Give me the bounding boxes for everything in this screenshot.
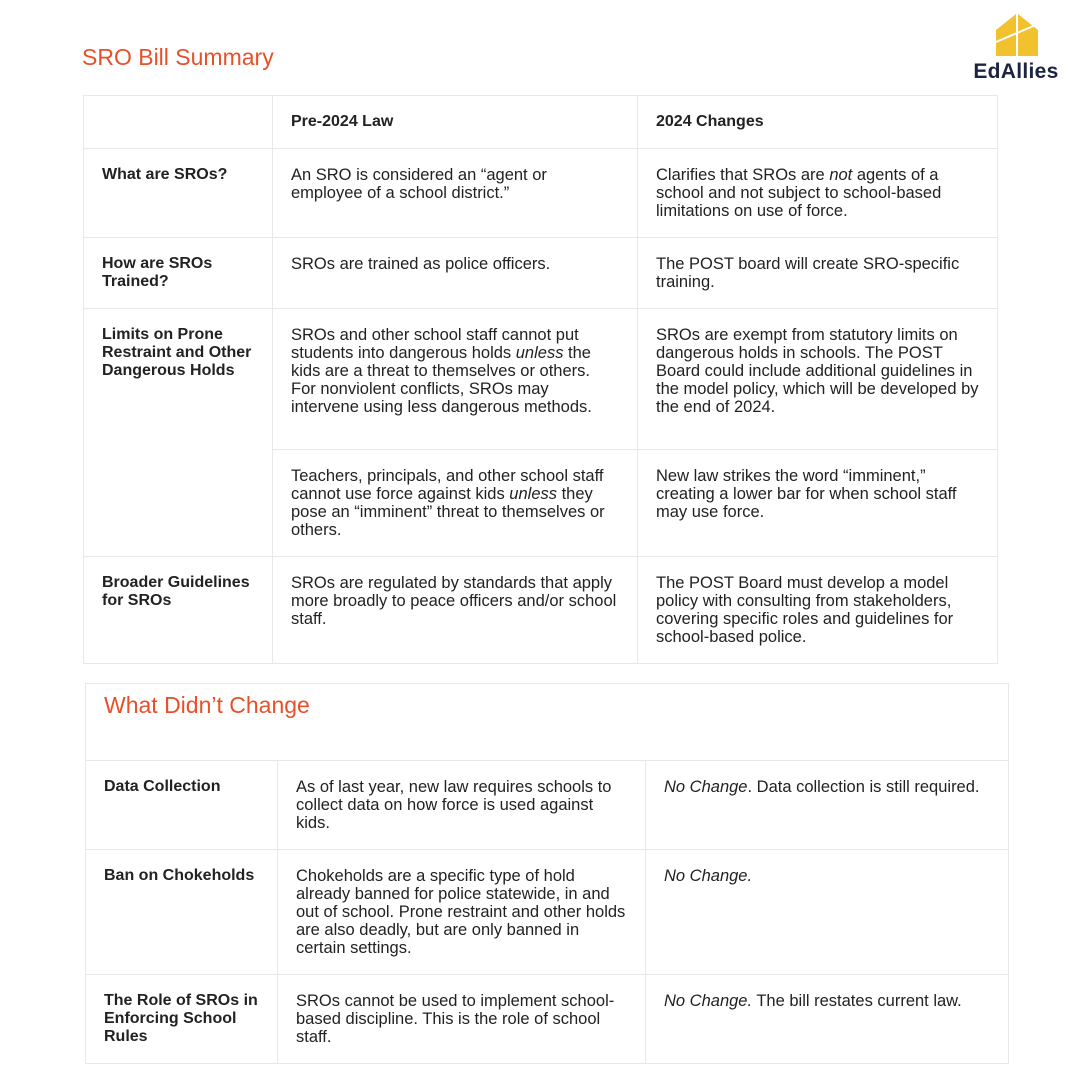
table-row bbox=[86, 761, 1009, 850]
pre-cell: Chokeholds are a specific type of hold already banned for police statewide, in and out of school. Prone restraint and other holds are also deadly, but are only banned in certain settings. bbox=[278, 850, 646, 975]
section-title-row bbox=[86, 684, 1009, 761]
table-row bbox=[86, 975, 1009, 1064]
pre-cell bbox=[273, 450, 638, 557]
emphasis: No Change. bbox=[664, 867, 753, 885]
row-label: The Role of SROs in Enforcing School Rules bbox=[86, 975, 278, 1064]
text: . Data collection is still required. bbox=[747, 778, 980, 796]
row-label: How are SROs Trained? bbox=[84, 238, 273, 309]
emphasis: unless bbox=[509, 485, 557, 503]
unchanged-table bbox=[85, 683, 1009, 1064]
pre-cell bbox=[273, 309, 638, 450]
change-cell bbox=[646, 761, 1009, 850]
table-header-row bbox=[84, 96, 998, 149]
change-cell: The POST Board must develop a model policy with consulting from stakeholders, covering specific roles and guidelines for school-based police. bbox=[638, 557, 998, 664]
change-cell: The POST board will create SRO-specific training. bbox=[638, 238, 998, 309]
sro-summary-table bbox=[83, 95, 998, 664]
change-cell bbox=[646, 850, 1009, 975]
pre-cell: SROs cannot be used to implement school-based discipline. This is the role of school staff. bbox=[278, 975, 646, 1064]
change-cell bbox=[638, 149, 998, 238]
header-pre-2024: Pre-2024 Law bbox=[273, 96, 638, 149]
row-label: Broader Guidelines for SROs bbox=[84, 557, 273, 664]
edallies-logo bbox=[966, 12, 1066, 92]
section-title: What Didn’t Change bbox=[86, 684, 1009, 761]
emphasis: unless bbox=[515, 344, 564, 362]
text: Teachers, principals, and other school staff cannot use force against kids bbox=[291, 467, 604, 503]
text: Clarifies that SROs are bbox=[656, 166, 830, 184]
change-cell: SROs are exempt from statutory limits on dangerous holds in schools. The POST Board could include additional guidelines in the model policy, which will be developed by the end of 2024. bbox=[638, 309, 998, 450]
emphasis: No Change. bbox=[664, 992, 753, 1010]
building-icon bbox=[966, 12, 1066, 60]
table-row bbox=[84, 149, 998, 238]
change-cell bbox=[646, 975, 1009, 1064]
row-label: Ban on Chokeholds bbox=[86, 850, 278, 975]
text: agents of a school and not subject to school-based limitations on use of force. bbox=[656, 166, 942, 220]
page-title: SRO Bill Summary bbox=[82, 44, 274, 70]
text: the kids are a threat to themselves or others. For nonviolent conflicts, SROs may intervene using less dangerous methods. bbox=[291, 344, 592, 416]
text: they pose an “imminent” threat to themselves or others. bbox=[291, 485, 605, 539]
table-row bbox=[86, 850, 1009, 975]
emphasis: not bbox=[829, 166, 853, 184]
table-row bbox=[84, 238, 998, 309]
pre-cell: An SRO is considered an “agent or employee of a school district.” bbox=[273, 149, 638, 238]
table-row bbox=[84, 557, 998, 664]
change-cell: New law strikes the word “imminent,” creating a lower bar for when school staff may use force. bbox=[638, 450, 998, 557]
row-label: Data Collection bbox=[86, 761, 278, 850]
pre-cell: SROs are trained as police officers. bbox=[273, 238, 638, 309]
pre-cell: SROs are regulated by standards that apply more broadly to peace officers and/or school staff. bbox=[273, 557, 638, 664]
text: SROs and other school staff cannot put students into dangerous holds bbox=[291, 326, 579, 362]
row-label: What are SROs? bbox=[84, 149, 273, 238]
table-row bbox=[84, 309, 998, 450]
row-label: Limits on Prone Restraint and Other Dangerous Holds bbox=[84, 309, 273, 557]
logo-text: EdAllies bbox=[973, 60, 1059, 83]
text: The bill restates current law. bbox=[752, 992, 962, 1010]
pre-cell: As of last year, new law requires schools to collect data on how force is used against kids. bbox=[278, 761, 646, 850]
header-2024-changes: 2024 Changes bbox=[638, 96, 998, 149]
header-cell bbox=[84, 96, 273, 149]
emphasis: No Change bbox=[664, 778, 748, 796]
